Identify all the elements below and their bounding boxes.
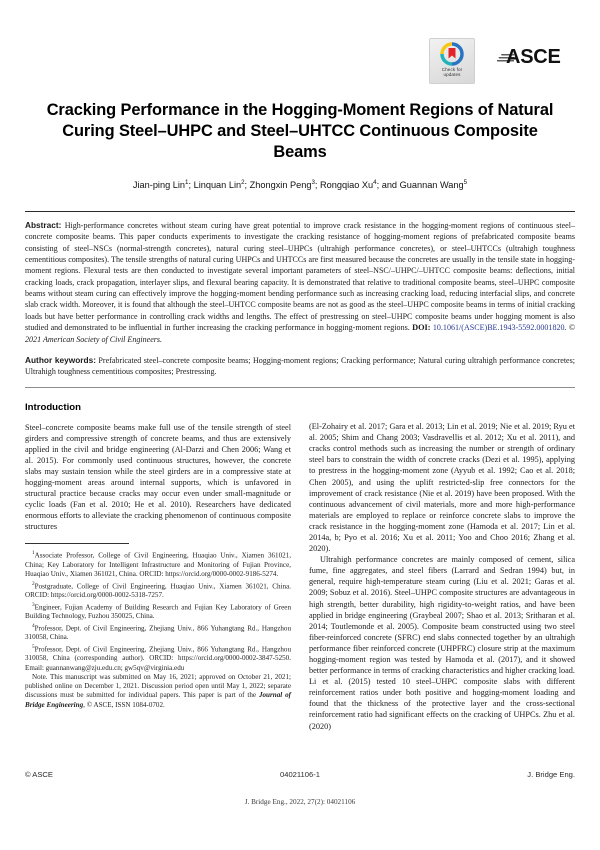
author-item: [133, 180, 189, 190]
crossmark-line2: updates: [443, 72, 461, 78]
footnote-item: [25, 549, 291, 579]
section-heading-introduction: Introduction: [25, 401, 81, 413]
author-item: [194, 180, 245, 190]
note-journal-name: Journal of Bridge Engineering: [25, 691, 291, 709]
column-right: [309, 402, 575, 732]
publication-note: [25, 673, 291, 710]
crossmark-line1: Check for: [441, 67, 463, 72]
keywords-text: [25, 355, 575, 378]
author-affil-marker: 5: [463, 179, 468, 186]
footnote-marker: 3: [32, 601, 35, 608]
author-item: [250, 180, 315, 190]
author-separator: ;: [244, 180, 250, 191]
footnote-text: Professor, Dept. of Civil Engineering, Zhejiang Univ., 866 Yuhangtang Rd., Hangzhou 310058, China.: [25, 623, 291, 642]
author-separator: ; and: [376, 180, 400, 191]
svg-text:ASCE: ASCE: [506, 46, 561, 68]
author-affil-marker: 3: [311, 179, 315, 186]
author-separator: ;: [314, 180, 321, 191]
footnote-item: [25, 580, 291, 601]
footnote-marker: 2: [32, 580, 35, 587]
check-for-updates-badge[interactable]: [429, 38, 475, 84]
footer-citation: J. Bridge Eng., 2022, 27(2): 04021106: [244, 798, 356, 806]
doi-label: DOI:: [412, 323, 431, 333]
abstract-section: [25, 211, 575, 387]
footer-article-number: 04021106-1: [280, 770, 320, 779]
keywords-body: Prefabricated steel–concrete composite beams; Hogging-moment regions; Cracking performance; Natural curing ultrahigh performance concretes; Ultrahigh toughness cementitious composites; Prestressing.: [25, 355, 575, 377]
author-affil-marker: 4: [373, 179, 377, 186]
footnote-marker: 1: [32, 550, 35, 557]
author-affil-marker: 2: [241, 179, 245, 186]
author-item: [320, 180, 377, 190]
note-suffix: , © ASCE, ISSN 1084-0702.: [83, 700, 165, 709]
footnote-marker: 4: [32, 622, 35, 629]
footnote-item: [25, 643, 291, 673]
author-item: [400, 180, 467, 190]
abstract-text: [25, 220, 575, 345]
footnote-text: Associate Professor, College of Civil Engineering, Huaqiao Univ., Xiamen 361021, China; Key Laboratory for Intelligent Infrastructure and Monitoring of Fujian Province, Huaqiao Univ., Xiamen 361021, China. ORCID: https://orcid.org/0000-0002-9186-5274.: [25, 551, 291, 579]
doi-link[interactable]: 10.1061/(ASCE)BE.1943-5592.0001820: [430, 323, 565, 333]
footer-row: [25, 770, 575, 779]
abstract-label: Abstract:: [25, 220, 62, 231]
abstract-bottom-divider: [25, 387, 575, 388]
author-separator: ;: [188, 180, 194, 191]
page-footer: [25, 770, 575, 806]
footnote-text: Professor, Dept. of Civil Engineering, Zhejiang Univ., 866 Yuhangtang Rd., Hangzhou 310058, China (corresponding author). ORCID: https://orcid.org/0000-0002-3847-5250. Email: guannanwang@zju.edu.cn; gw5qv@virginia.edu: [25, 644, 291, 672]
paragraph: Steel–concrete composite beams make full use of the tensile strength of steel girders and compressive strength of concrete beams, and thus are extensively applied in the civil and bridge engineering (Al-Darzi and Chen 2006; Wang et al. 2015). For commonly used continuous structures, however, the concrete slabs may sustain tension while the steel girders are in a compressive state at hogging-moment areas around internal supports, which is unfavored in structural practice because cracks may occur even under small-magnitude or cyclic loads (Fan et al. 2010; He et al. 2010). Researchers have dedicated enormous efforts to alleviate the cracking phenomenon of continuous composite structures: [25, 422, 291, 532]
column-right-top-spacer: [309, 402, 575, 422]
footnote-item: [25, 622, 291, 643]
footer-copyright: © ASCE: [25, 770, 53, 779]
author-name: Linquan Lin: [193, 180, 242, 191]
crossmark-label: [442, 67, 463, 78]
footnote-text: Engineer, Fujian Academy of Building Research and Fujian Key Laboratory of Green Building Technology, Fuzhou 350025, China.: [25, 603, 291, 621]
author-list: [25, 179, 575, 190]
page-title: Cracking Performance in the Hogging-Moment Regions of Natural Curing Steel–UHPC and Steel–UHTCC Continuous Composite Beams: [46, 101, 554, 161]
column-left: [25, 402, 291, 732]
note-prefix: Note. This manuscript was submitted on May 16, 2021; approved on October 21, 2021; published online on December 1, 2021. Discussion period open until May 1, 2022; separate discussions must be submitted for individual papers. This paper is part of the: [25, 672, 291, 700]
footnote-item: [25, 601, 291, 622]
author-name: Rongqiao Xu: [320, 180, 374, 191]
footnote-text: Postgraduate, College of Civil Engineering, Huaqiao Univ., Xiamen 361021, China. ORCID: https://orcid.org/0000-0002-5318-7257.: [25, 582, 291, 600]
author-affil-marker: 1: [185, 179, 189, 186]
keywords-label: Author keywords:: [25, 354, 96, 365]
abstract-top-divider: [25, 211, 575, 212]
footer-journal-abbrev: J. Bridge Eng.: [527, 770, 575, 779]
abstract-body: High-performance concretes without steam curing have great potential to improve crack resistance in the hogging-moment regions of continuous steel–concrete composite beams. This paper conducts experiments to investigate the cracking resistance of hogging-moment regions of prefabricated composite beams consisting of steel–NSCs (normal-strength concretes), natural curing steel–UHPCs (ultrahigh performance concretes), or steel–UHTCCs (ultrahigh toughness cementitious composites). The tensile strengths of natural curing UHPCs and UHTCCs are first measured because the concretes are usually in the tensile state in hogging-moment regions. Flexural tests are then conducted to investigate several important parameters of steel–NSC/–UHPC/–UHTCC composite beams: deflections, initial cracking loads, crack propagation, interlayer slips, and flexural bearing capacity. It is demonstrated that relative to traditional composite beams, steel–UHPC composite beams without steam curing can effectively improve the hogging-moment bending performance such as increasing cracking load, reducing interfacial slips, and concrete slab crack width. Moreover, it is found that although the steel–UHTCC composite beams are not as good as the steel–UHPC composite beams in terms of initial cracking loads but have better performance in controlling crack widths and lengths. The effect of prestressing on steel–UHPC composite beams under hogging moment is also studied and demonstrated to be influential in further increasing the cracking performance in hogging-moment regions.: [25, 221, 575, 333]
page-header: [25, 0, 575, 100]
footnote-divider: [25, 543, 129, 544]
crossmark-ring-icon: [440, 42, 464, 66]
author-name: Jian-ping Lin: [132, 180, 186, 191]
author-name: Zhongxin Peng: [249, 180, 312, 191]
paragraph: (El-Zohairy et al. 2017; Gara et al. 2013; Lin et al. 2019; Nie et al. 2019; Ryu et al. 2005; Shim and Chang 2003; Vasdravellis et al. 2012; Xu et al. 2011), and cracks control methods such as increasing the number or strength of ordinary steel bars to constrain the width of concrete cracks (Dezi et al. 1995), applying to prestress in the hogging-moment zone (Ayyub et al. 1992; Cao et al. 2018; Chen 2005), and using the uplift restricted-slip free connectors for the improvement of crack resistance (Nie et al. 2019) have been proposed. With the continuous advancement of civil materials, more and more high-performance materials are employed to replace or reinforce concrete slabs to improve the crack resistance in the hogging-moment zone (Hamoda et al. 2017; Lin et al. 2014a, b; Pyo et al. 2016; Xu et al. 2011; Yoo and Choo 2016; Zhang et al. 2020).: [309, 422, 575, 554]
copyright-text: . © 2021 American Society of Civil Engineers.: [25, 323, 576, 344]
body-columns: [25, 402, 575, 732]
paragraph: Ultrahigh performance concretes are mainly composed of cement, silica fume, fine aggregates, and steel fibers (Larrard and Sedran 1994) but, in general, require high-temperature steam curing (Liu et al. 2021; Garas et al. 2009; Sobuz et al. 2016). Steel–UHPC composite structures are advantageous in high strength, better durability, high rigidity-to-weight ratios, and have been applied in bridge engineering (Graybeal 2007; Shao et al. 2013; Sritharan et al. 2014; Toutlemonde et al. 2005). Composite beam constructed using two steel fiber-reinforced concrete (SFRC) end slabs connected together by an ultrahigh performance fiber reinforced concrete (UHPFRC) closure strip at the maximum hogging-moment region was tested by Hamoda et al. (2017), and it showed better performance in terms of cracking characteristics and higher cracking load. Li et al. (2015) tested 10 steel–UHPC composite slabs with different reinforcement ratios under both positive and hogging-moment loading and found that the thickness of the protective layer and the cross-sectional reinforcement ratio had significant effects on the cracking of UHPCs. Zhu et al. (2020): [309, 555, 575, 731]
author-name: Guannan Wang: [399, 180, 464, 191]
asce-logo: [497, 40, 575, 70]
footnote-marker: 5: [32, 643, 35, 650]
